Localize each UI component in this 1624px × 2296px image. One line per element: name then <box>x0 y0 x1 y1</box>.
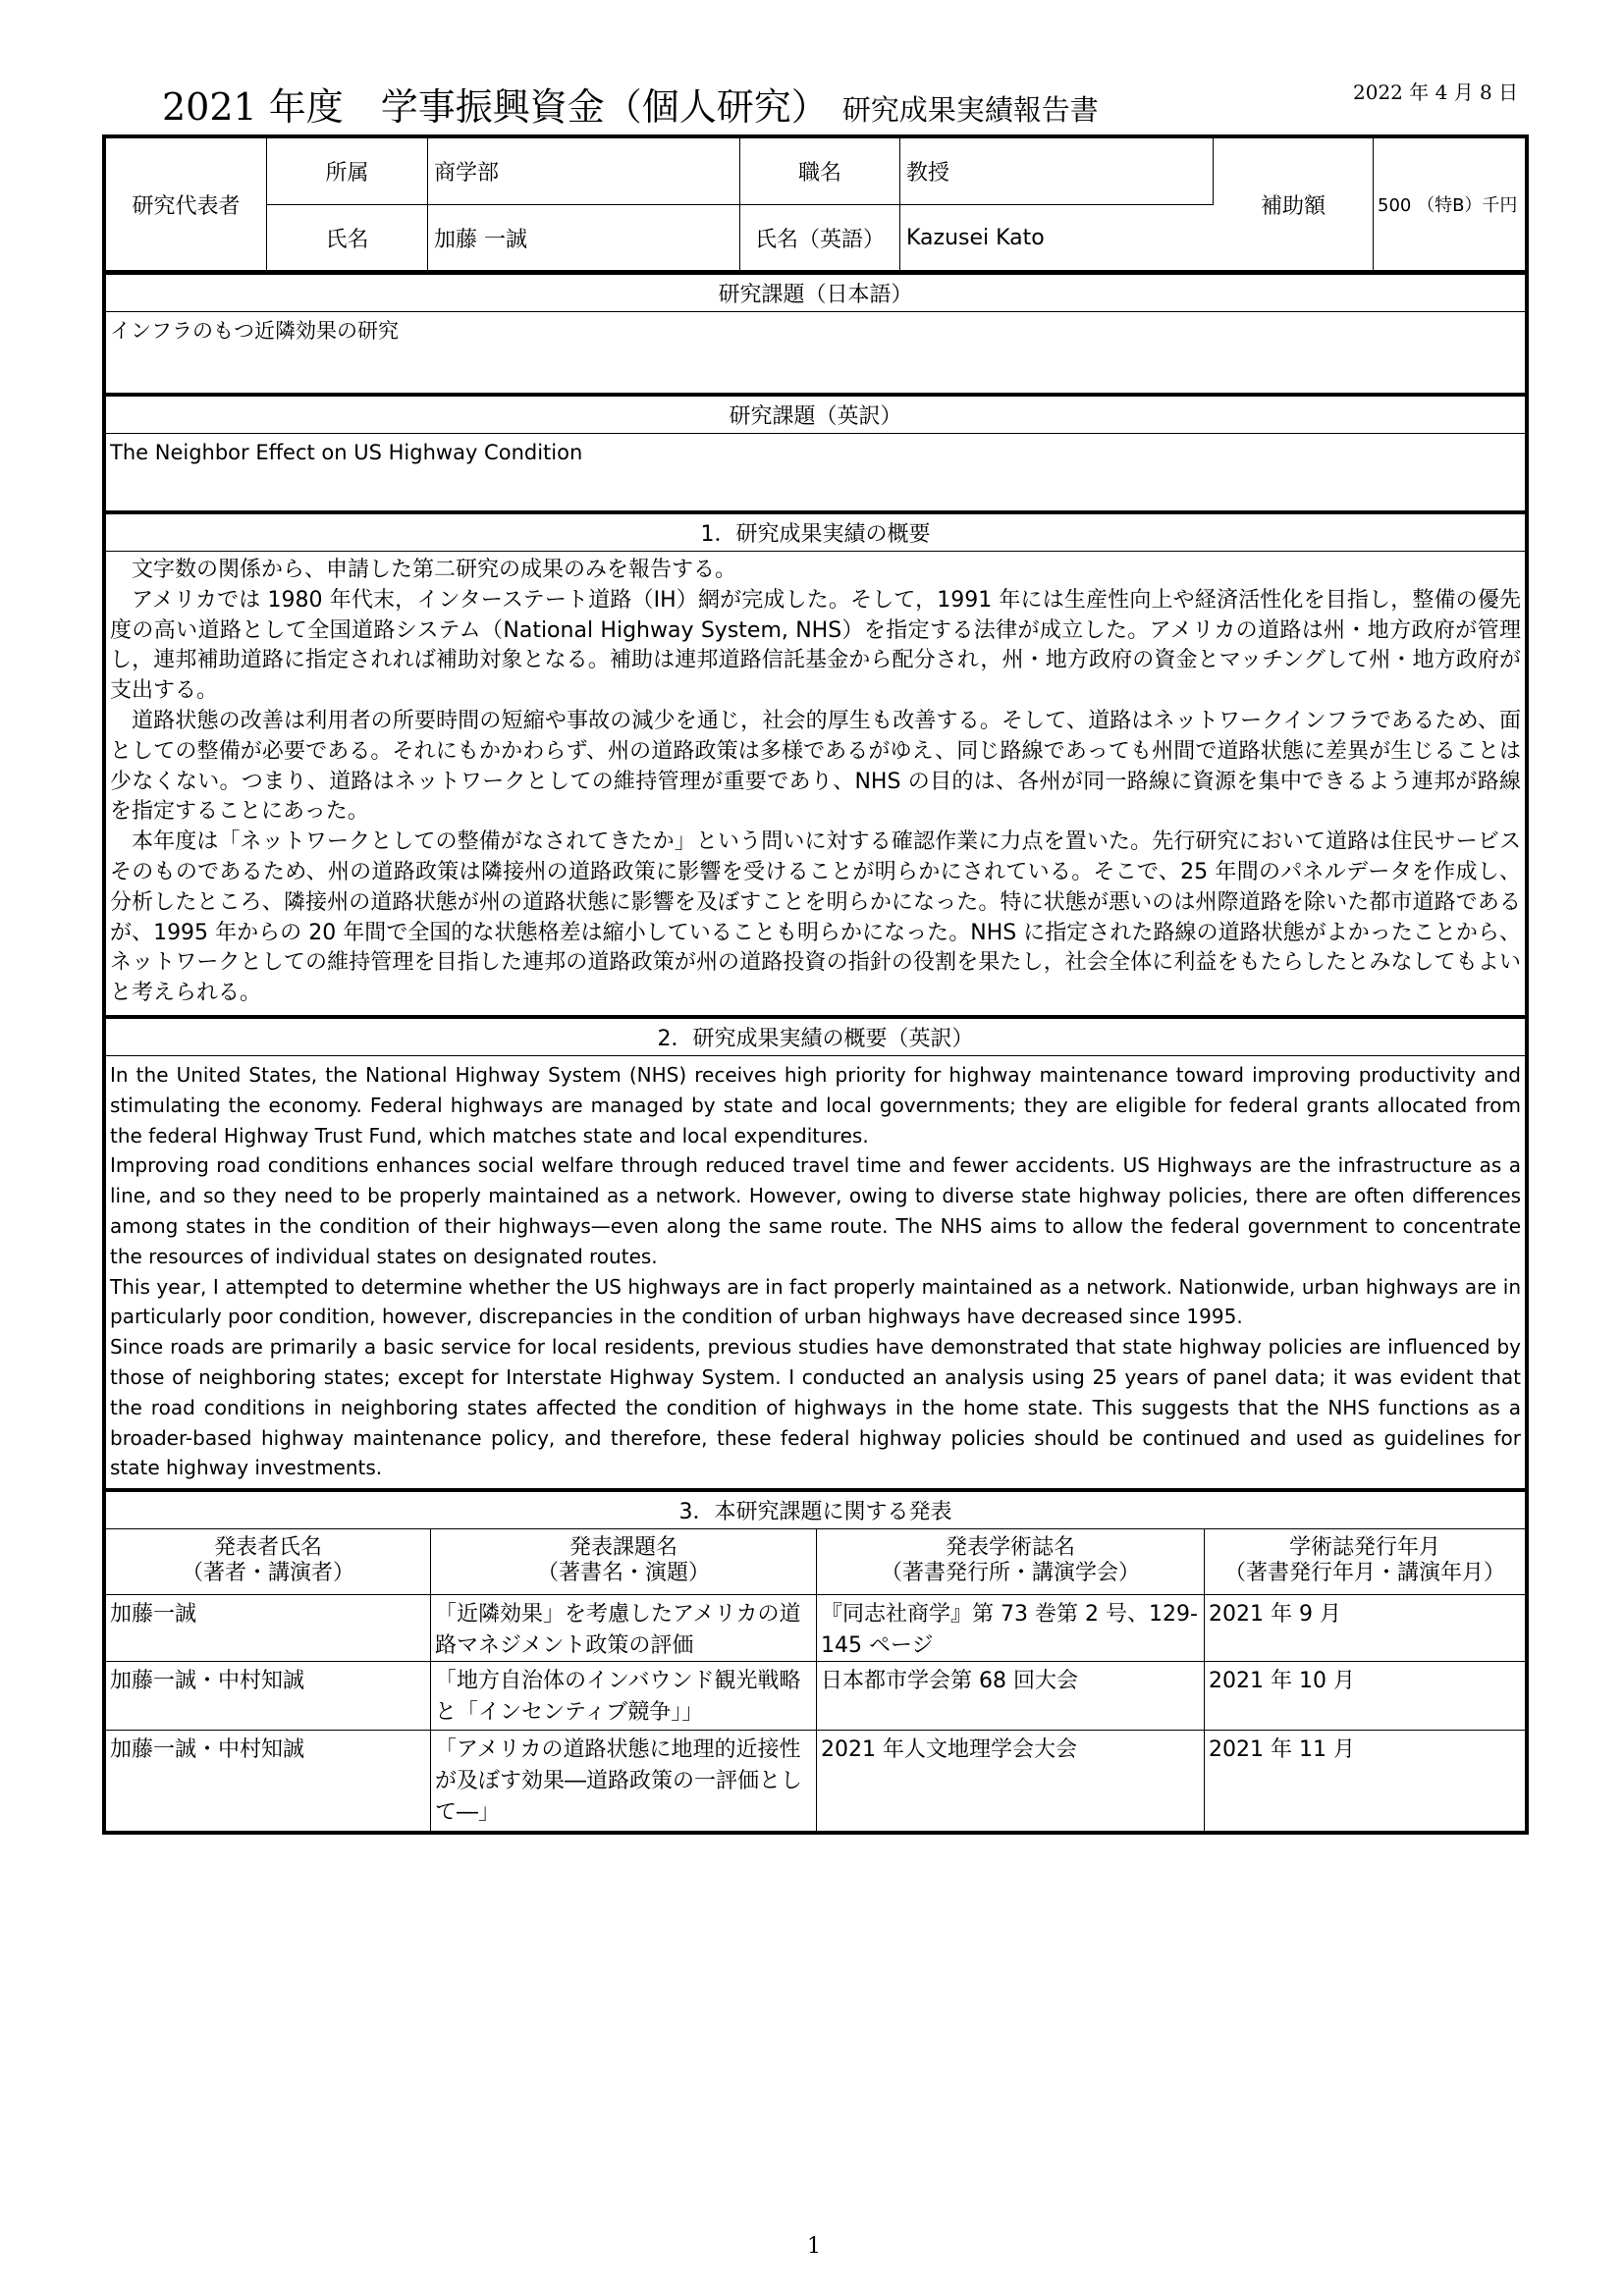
title-sub: 研究成果実績報告書 <box>841 93 1099 127</box>
affiliation-value: 商学部 <box>428 138 740 205</box>
col-header-line: （著者・講演者） <box>181 1561 354 1585</box>
col-header-presenter <box>106 1529 431 1595</box>
col-header-line: 発表者氏名 <box>213 1535 322 1560</box>
name-value: 加藤 一誠 <box>428 205 740 271</box>
pub-journal: 2021 年人文地理学会大会 <box>817 1731 1205 1831</box>
col-header-line: 発表課題名 <box>568 1535 677 1560</box>
summary-en-section <box>102 1019 1529 1492</box>
topic-en-value: The Neighbor Effect on US Highway Condition <box>110 441 583 464</box>
col-header-line: （著書名・演題） <box>536 1561 710 1585</box>
report-form <box>102 134 1529 1835</box>
pub-date: 2021 年 11 月 <box>1209 1737 1355 1762</box>
topic-jp-label: 研究課題（日本語） <box>106 275 1525 312</box>
page-number: 1 <box>807 2234 821 2259</box>
pub-title: 「アメリカの道路状態に地理的近接性が及ぼす効果―道路政策の一評価として―」 <box>431 1731 817 1831</box>
publications-section <box>102 1492 1529 1835</box>
title-main: 2021 年度 学事振興資金（個人研究） <box>162 85 829 129</box>
summary-jp-section <box>102 514 1529 1019</box>
summary-en-body <box>106 1056 1525 1488</box>
pub-date: 2021 年 10 月 <box>1205 1662 1525 1731</box>
summary-en-paragraph: In the United States, the National Highway System (NHS) receives high priority for highway maintenance toward improving productivity and stimulating the economy. Federal highways are managed by state and local governments; they are eligible for federal grants allocated from the federal Highway Trust Fund, which matches state and local expenditures. <box>110 1063 1521 1148</box>
position-value: 教授 <box>900 138 1214 205</box>
pub-date: 2021 年 9 月 <box>1205 1595 1525 1662</box>
name-en-value: Kazusei Kato <box>900 205 1214 271</box>
rep-label: 研究代表者 <box>106 138 267 271</box>
summary-jp-paragraph: 文字数の関係から、申請した第二研究の成果のみを報告する。 <box>132 558 737 582</box>
pub-presenter: 加藤一誠 <box>106 1595 431 1662</box>
col-header-line: 発表学術誌名 <box>945 1535 1075 1560</box>
col-header-line: （著書発行年月・講演年月） <box>1223 1561 1505 1585</box>
affiliation-label: 所属 <box>267 138 428 205</box>
col-header-journal <box>817 1529 1205 1595</box>
position-label: 職名 <box>740 138 900 205</box>
summary-jp-paragraph: アメリカでは 1980 年代末，インターステート道路（IH）網が完成した。そして，1991 年には生産性向上や経済活性化を目指し，整備の優先度の高い道路として全国道路システム（National Highway System, NHS）を指定する法律が成立した。アメリカの道路は州・地方政府が管理し，連邦補助道路に指定されれば補助対象となる。補助は連邦道路信託基金から配分され，州・地方政府の資金とマッチングして州・地方政府が支出する。 <box>110 587 1521 704</box>
report-date: 2022 年 4 月 8 日 <box>1353 80 1519 104</box>
topic-jp-value: インフラのもつ近隣効果の研究 <box>110 319 399 343</box>
summary-jp-body <box>106 552 1525 1015</box>
summary-jp-label: 1．研究成果実績の概要 <box>106 514 1525 552</box>
document-title <box>162 77 1099 131</box>
publications-label: 3．本研究課題に関する発表 <box>106 1492 1525 1529</box>
col-header-title <box>431 1529 817 1595</box>
col-header-line: （著書発行所・講演学会） <box>880 1561 1140 1585</box>
summary-jp-paragraph: 道路状態の改善は利用者の所要時間の短縮や事故の減少を通じ，社会的厚生も改善する。そして、道路はネットワークインフラであるため、面としての整備が必要である。それにもかかわらず、州の道路政策は多様であるがゆえ、同じ路線であっても州間で道路状態に差異が生じることは少なくない。つまり、道路はネットワークとしての維持管理が重要であり、NHS の目的は、各州が同一路線に資源を集中できるよう連邦が路線を指定することにあった。 <box>110 708 1521 825</box>
topic-en-label: 研究課題（英訳） <box>106 397 1525 434</box>
topic-en-section <box>102 397 1529 514</box>
grant-value: 500 （特B）千円 <box>1374 138 1525 271</box>
name-label: 氏名 <box>267 205 428 271</box>
pub-title: 「近隣効果」を考慮したアメリカの道路マネジメント政策の評価 <box>431 1595 817 1662</box>
summary-en-paragraph: This year, I attempted to determine whether the US highways are in fact properly maintained as a network. Nationwide, urban highways are in particularly poor condition, however, discrepancies in the condition of urban highways have decreased since 1995. <box>110 1274 1521 1329</box>
pub-presenter: 加藤一誠・中村知誠 <box>106 1662 431 1731</box>
summary-jp-paragraph: 本年度は「ネットワークとしての整備がなされてきたか」という問いに対する確認作業に力点を置いた。先行研究において道路は住民サービスそのものであるため、州の道路政策は隣接州の道路政策に影響を受けることが明らかにされている。そこで、25 年間のパネルデータを作成し、分析したところ、隣接州の道路状態が州の道路状態に影響を及ぼすことを明らかになった。特に状態が悪いのは州際道路を除いた都市道路であるが、1995 年からの 20 年間で全国的な状態格差は縮小していることも明らかになった。NHS に指定された路線の道路状態がよかったことから、ネットワークとしての維持管理を目指した連邦の道路政策が州の道路投資の指針の役割を果たし，社会全体に利益をもたらしたとみなしてもよいと考えられる。 <box>110 829 1522 1006</box>
summary-en-paragraph: Improving road conditions enhances social welfare through reduced travel time and fewer accidents. US Highways are the infrastructure as a line, and so they need to be properly maintained as a network. However, owing to diverse state highway policies, there are often differences among states in the condition of their highways—even along the same route. The NHS aims to allow the federal government to concentrate the resources of individual states on designated routes. <box>110 1153 1521 1268</box>
pub-journal: 日本都市学会第 68 回大会 <box>817 1662 1205 1731</box>
name-en-label: 氏名（英語） <box>740 205 900 271</box>
grant-label: 補助額 <box>1214 138 1374 271</box>
summary-en-paragraph: Since roads are primarily a basic service for local residents, previous studies have demonstrated that state highway policies are influenced by those of neighboring states; except for Interstate Highway System. I conducted an analysis using 25 years of panel data; it was evident that the road conditions in neighboring states affected the condition of highways in the home state. This suggests that the NHS functions as a broader-based highway maintenance policy, and therefore, these federal highway policies should be continued and used as guidelines for state highway investments. <box>110 1335 1521 1480</box>
topic-jp-section <box>102 275 1529 397</box>
pub-journal: 『同志社商学』第 73 巻第 2 号、129-145 ページ <box>817 1595 1205 1662</box>
col-header-date <box>1205 1529 1525 1595</box>
summary-en-label: 2．研究成果実績の概要（英訳） <box>106 1019 1525 1056</box>
col-header-line: 学術誌発行年月 <box>1288 1535 1440 1560</box>
pub-presenter: 加藤一誠・中村知誠 <box>106 1731 431 1831</box>
publications-table <box>106 1529 1525 1831</box>
pub-title: 「地方自治体のインバウンド観光戦略と「インセンティブ競争」」 <box>431 1662 817 1731</box>
representative-section <box>102 134 1529 275</box>
